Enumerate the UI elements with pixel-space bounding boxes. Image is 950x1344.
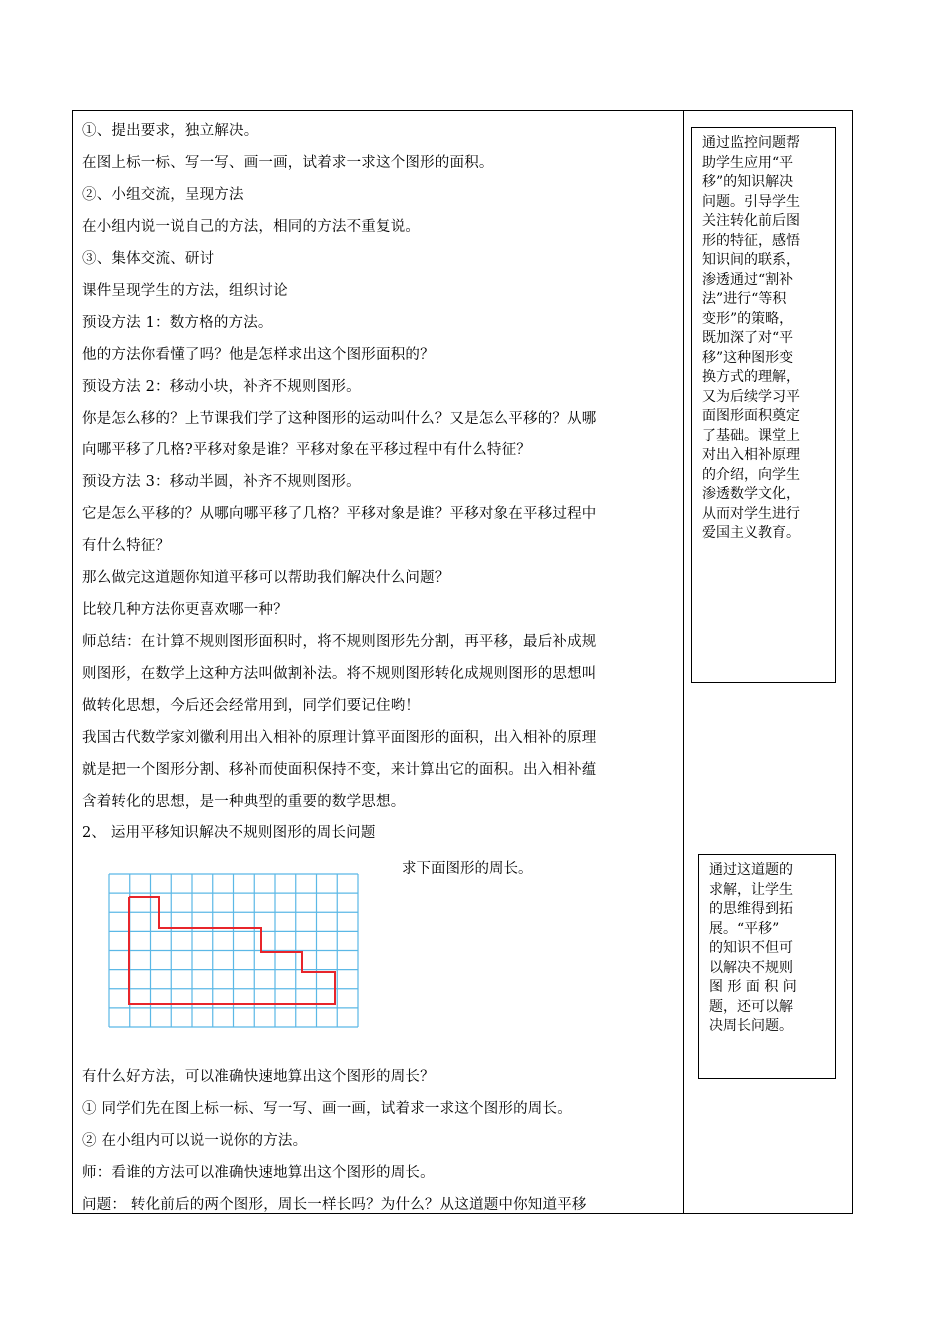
text-line: 师总结：在计算不规则图形面积时，将不规则图形先分割，再平移，最后补成规 [82,634,597,650]
note-line: 移”这种图形变 [702,349,794,366]
note-line: 问题。引导学生 [702,193,800,210]
note-line: 的介绍，向学生 [702,466,800,483]
note-line: 对出入相补原理 [702,447,800,463]
grid-figure [108,873,360,1031]
note-line: 了基础。课堂上 [702,427,800,444]
text-line: 它是怎么平移的？从哪向哪平移了几格？平移对象是谁？平移对象在平移过程中 [82,506,597,522]
note-line: 形的特征，感悟 [702,232,800,249]
note-line: 求解，让学生 [709,881,793,898]
note-line: 变形”的策略， [702,310,794,327]
text-line: 做转化思想，今后还会经常用到，同学们要记住哟！ [82,698,421,714]
note-line: 以解决不规则 [709,959,793,976]
note-line: 助学生应用“平 [702,154,794,171]
note-line: 题，还可以解 [709,998,793,1015]
text-line: ② 在小组内可以说一说你的方法。 [82,1133,308,1149]
note-line: 渗透通过“割补 [702,271,794,288]
text-line: 比较几种方法你更喜欢哪一种？ [82,602,288,618]
text-line: 有什么特征？ [82,538,171,554]
lesson-table [72,110,853,1214]
text-line: ②、小组交流，呈现方法 [82,187,244,203]
text-line: 课件呈现学生的方法，组织讨论 [82,283,288,299]
text-line: 问题： 转化前后的两个图形，周长一样长吗？为什么？从这道题中你知道平移 [82,1197,587,1213]
note-line: 展。“平移” [709,920,780,937]
note-line: 决周长问题。 [709,1018,793,1034]
note-line: 爱国主义教育。 [702,525,800,541]
note-line: 的思维得到拓 [709,901,793,917]
text-line: 那么做完这道题你知道平移可以帮助我们解决什么问题？ [82,570,450,586]
text-line: 就是把一个图形分割、移补而使面积保持不变，来计算出它的面积。出入相补蕴 [82,762,597,778]
text-line: 我国古代数学家刘徽利用出入相补的原理计算平面图形的面积，出入相补的原理 [82,730,597,746]
note-line: 的知识不但可 [709,940,793,956]
text-line: 预设方法 2：移动小块，补齐不规则图形。 [82,379,361,395]
note-line: 通过监控问题帮 [702,135,800,151]
note-line: 又为后续学习平 [702,388,800,405]
note-line: 渗透数学文化， [702,486,800,502]
note-line: 关注转化前后图 [702,213,800,229]
text-line: 在图上标一标、写一写、画一画，试着求一求这个图形的面积。 [82,155,494,171]
note-line: 知识间的联系， [702,252,800,268]
text-line: ③、集体交流、研讨 [82,251,215,267]
text-line: 他的方法你看懂了吗？他是怎样求出这个图形面积的？ [82,347,435,363]
column-divider [683,111,684,1213]
text-line: 有什么好方法，可以准确快速地算出这个图形的周长？ [82,1069,435,1085]
teaching-note-1 [691,127,836,683]
note-line: 法”进行“等积 [702,291,787,307]
note-line: 换方式的理解， [702,369,800,385]
note-line: 移”的知识解决 [702,174,794,190]
note-line: 通过这道题的 [709,862,793,878]
text-line: 预设方法 3：移动半圆，补齐不规则图形。 [82,474,361,490]
text-line: 则图形，在数学上这种方法叫做割补法。将不规则图形转化成规则图形的思想叫 [82,666,597,682]
text-line: 在小组内说一说自己的方法，相同的方法不重复说。 [82,219,421,235]
note-line: 面图形面积奠定 [702,408,800,424]
text-line: ①、提出要求，独立解决。 [82,123,259,139]
text-line: 向哪平移了几格?平移对象是谁？平移对象在平移过程中有什么特征？ [82,442,531,458]
text-line: 含着转化的思想，是一种典型的重要的数学思想。 [82,794,406,810]
note-line: 既加深了对“平 [702,330,794,346]
text-line: 你是怎么移的？上节课我们学了这种图形的运动叫什么？又是怎么平移的？从哪 [82,411,597,427]
section-heading: 2、 运用平移知识解决不规则图形的周长问题 [82,825,376,841]
note-line: 从而对学生进行 [702,505,800,522]
question-text: 求下面图形的周长。 [402,861,533,877]
text-line: 师：看谁的方法可以准确快速地算出这个图形的周长。 [82,1165,435,1181]
teaching-note-2 [698,854,836,1079]
text-line: ① 同学们先在图上标一标、写一写、画一画，试着求一求这个图形的周长。 [82,1101,572,1117]
note-line: 图 形 面 积 问 [709,979,797,995]
text-line: 预设方法 1：数方格的方法。 [82,315,273,331]
